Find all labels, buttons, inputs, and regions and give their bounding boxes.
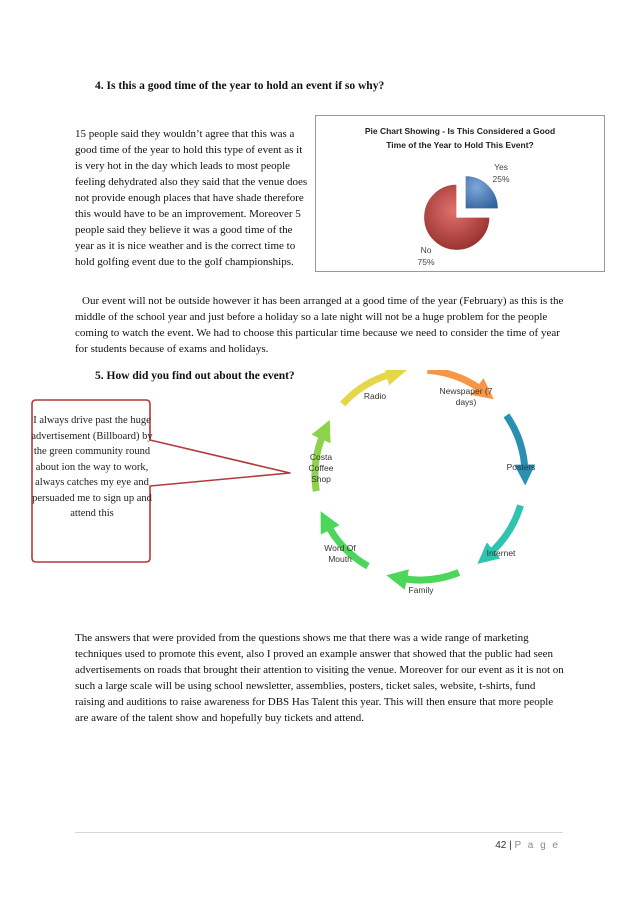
conclusion-paragraph: The answers that were provided from the questions shows me that there was a wide range of marketing techniques used to promote this event, also I proved an example answer that showed that the public had seen advertisements on roads that brought their attention to visiting the venue. Moreover for our event as it is not on such a large scale will be using school newsletter, assemblies, posters, ticket sales, website, t-shirts, fund raising and auditions to raise awareness for DBS Has Talent this year. This will then ensure that more people are aware of the talent show and hopefully buy tickets and attend. xyxy=(75,632,564,724)
pie-label-yes-value: 25% xyxy=(492,174,510,184)
cycle-label-posters: Posters xyxy=(506,462,536,472)
footer-divider xyxy=(75,832,563,833)
pie-svg xyxy=(316,116,604,271)
question-5-heading: 5. How did you find out about the event? xyxy=(95,370,295,382)
cycle-label-costa: Costa Coffee Shop xyxy=(308,452,334,484)
footer-separator: | xyxy=(509,840,512,851)
page-number: 42 xyxy=(495,840,507,851)
pie-label-no xyxy=(411,244,441,268)
page-footer xyxy=(480,840,560,851)
callout-quote: I always drive past the huge advertisement (Billboard) by the green community round about ion the way to work, always catches my eye and persuaded me to sign up and attend this xyxy=(31,415,153,519)
pie-label-yes-name: Yes xyxy=(494,162,508,172)
cycle-arrow xyxy=(399,573,459,580)
cycle-label-newspaper: Newspaper (7 days) xyxy=(439,386,493,407)
question-4-heading: 4. Is this a good time of the year to hold an event if so why? xyxy=(95,80,385,92)
cycle-label-word-of-mouth: Word Of Mouth xyxy=(324,543,356,564)
event-timing-paragraph: Our event will not be outside however it has been arranged at a good time of the year (February) as this is the middle of the school year and just before a holiday so a late night will not be a huge problem for the people coming to watch the event. We had to choose this particular time because we need to consider the time of year for students because of exams and holidays. xyxy=(75,295,564,355)
cycle-label-internet: Internet xyxy=(486,548,516,558)
page-word: P a g e xyxy=(514,840,560,851)
cycle-diagram xyxy=(300,370,560,610)
question-4-answer: 15 people said they wouldn’t agree that this was a good time of the year to hold this type of event as it is very hot in the day which leads to most people feeling dehydrated also they said that the venue does not provide enough places that have shade therefore this would have to be an improvement. Moreover 5 people said they believe it was a good time of the year as it is nice weather and is the correct time to hold golfing event due to the golf championships. xyxy=(75,128,308,268)
pie-chart xyxy=(315,115,605,272)
pie-label-yes xyxy=(486,161,516,185)
cycle-label-radio: Radio xyxy=(363,391,387,401)
chart-title: Pie Chart Showing - Is This Considered a Good Time of the Year to Hold This Event? xyxy=(364,126,556,150)
pie-label-no-value: 75% xyxy=(417,257,435,267)
pie-label-no-name: No xyxy=(420,245,432,255)
cycle-label-family: Family xyxy=(408,585,434,595)
